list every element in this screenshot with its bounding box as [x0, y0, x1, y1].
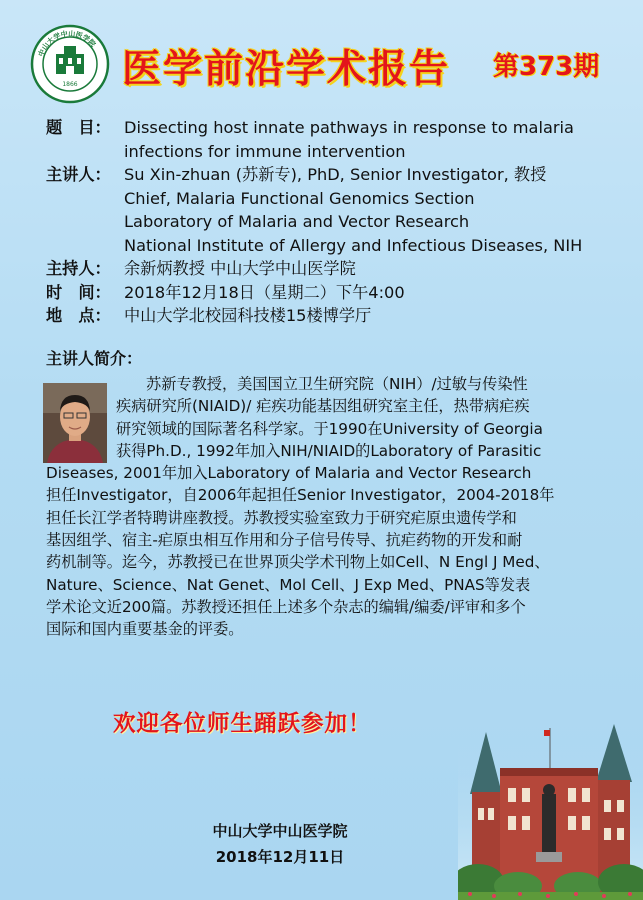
issue-number: 第373期 [493, 52, 600, 82]
time-label: 时 间： [46, 282, 111, 302]
speaker-line: Laboratory of Malaria and Vector Research [124, 212, 470, 231]
bio-line: Nature、Science、Nat Genet、Mol Cell、J Exp Med、PNAS等发表 [46, 575, 531, 594]
building-illustration [458, 724, 643, 900]
speaker-line: Su Xin-zhuan (苏新专), PhD, Senior Investigator, 教授 [124, 165, 547, 184]
bio-line: 担任长江学者特聘讲座教授。苏教授实验室致力于研究疟原虫遗传学和 [46, 508, 517, 527]
poster-title: 医学前沿学术报告 [122, 47, 451, 92]
bio-line: 学术论文近200篇。苏教授还担任上述多个杂志的编辑/编委/评审和多个 [46, 597, 526, 616]
bio-line: 研究领域的国际著名科学家。于1990在University of Georgia [116, 419, 543, 438]
speaker-row [46, 163, 636, 257]
speaker-label: 主讲人： [46, 165, 111, 184]
speaker-line: Chief, Malaria Functional Genomics Section [124, 188, 475, 208]
bio-heading: 主讲人简介： [46, 349, 143, 368]
bio-line: 苏新专教授，美国国立卫生研究院（NIH）/过敏与传染性 [146, 375, 528, 393]
host-value: 余新炳教授 中山大学中山医学院 [124, 259, 356, 278]
time-value: 2018年12月18日（星期二）下午4:00 [124, 282, 405, 302]
footer-date: 2018年12月11日 [215, 848, 345, 866]
topic-line: infections for immune intervention [124, 141, 406, 161]
topic-line: Dissecting host innate pathways in response to malaria [124, 118, 574, 137]
bio-line: Diseases, 2001年加入Laboratory of Malaria and Vector Research [46, 464, 532, 483]
place-row [46, 304, 636, 328]
talk-info [46, 116, 636, 328]
topic-row [46, 116, 636, 163]
footer-org: 中山大学中山医学院 [212, 822, 348, 840]
speaker-line: National Institute of Allergy and Infectious Diseases, NIH [124, 235, 583, 255]
footer [210, 818, 350, 870]
logo-year: 1866 [62, 81, 78, 88]
place-label: 地 点： [46, 306, 111, 325]
place-value: 中山大学北校园科技楼15楼博学厅 [124, 306, 372, 325]
speaker-value [124, 163, 636, 257]
bio-text [46, 373, 606, 641]
topic-label: 题 目： [46, 118, 111, 137]
logo-inscription: 中山大学中山医学院 [37, 29, 98, 58]
topic-value [124, 116, 636, 163]
bio-line: 疾病研究所(NIAID)/ 疟疾功能基因组研究室主任，热带病疟疾 [116, 397, 530, 416]
university-logo [30, 24, 110, 104]
bio-line: 基因组学、宿主-疟原虫相互作用和分子信号传导、抗疟药物的开发和耐 [46, 531, 523, 550]
bio-line: 担任Investigator，自2006年起担任Senior Investigator，2004-2018年 [46, 486, 555, 505]
bio-line: 药机制等。迄今，苏教授已在世界顶尖学术刊物上如Cell、N Engl J Med、 [46, 553, 550, 572]
welcome-slogan: 欢迎各位师生踊跃参加！ [113, 711, 372, 737]
host-row [46, 257, 636, 281]
host-label: 主持人： [46, 259, 111, 278]
bio-line: 国际和国内重要基金的评委。 [46, 620, 244, 639]
time-row [46, 281, 636, 305]
bio-line: 获得Ph.D., 1992年加入NIH/NIAID的Laboratory of Parasitic [116, 441, 542, 460]
